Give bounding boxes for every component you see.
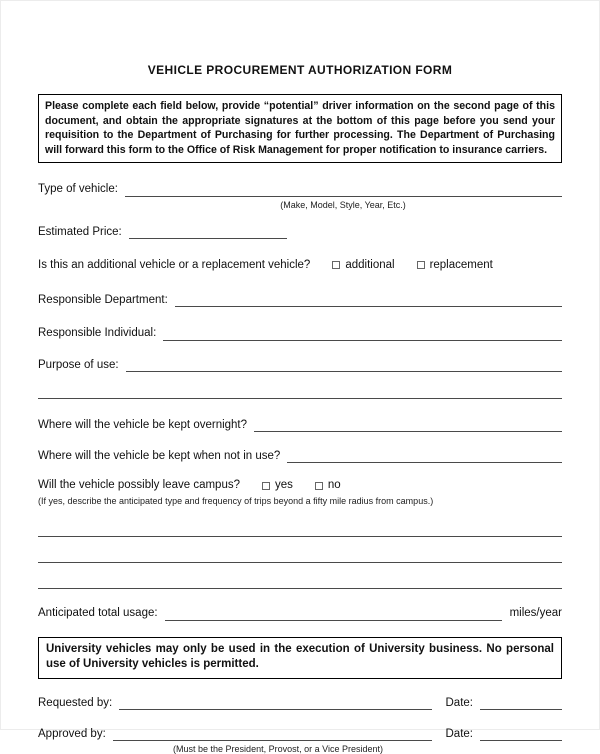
kept-overnight-input[interactable]	[254, 419, 562, 432]
field-kept-overnight	[38, 419, 562, 432]
leave-campus-option-no[interactable]	[315, 479, 341, 492]
field-estimated-price	[38, 226, 562, 239]
yes-option-label: yes	[274, 479, 293, 492]
vehicle-kind-label: Is this an additional vehicle or a replacement vehicle?	[38, 258, 311, 271]
approved-by-hint: (Must be the President, Provost, or a Vice President)	[173, 744, 383, 754]
replacement-option-label: replacement	[429, 258, 493, 271]
leave-campus-answer-line-2[interactable]	[38, 550, 562, 563]
vehicle-kind-option-additional[interactable]	[332, 259, 394, 272]
purpose-of-use-label: Purpose of use:	[38, 358, 119, 371]
form-title: VEHICLE PROCUREMENT AUTHORIZATION FORM	[147, 63, 453, 77]
field-responsible-department	[38, 294, 562, 307]
leave-campus-option-yes[interactable]	[262, 479, 293, 492]
requested-by-signature-input[interactable]	[119, 697, 431, 710]
leave-campus-answer-line-1[interactable]	[38, 524, 562, 537]
intro-text: Please complete each field below, provide “potential” driver information on the second page of this document, and obtain the appropriate signatures at the bottom of this page before you send your requisition to the Department of Purchasing for further processing. The Department of Purchasing will forward this form to the Office of Risk Management for proper notification to insurance carriers.	[45, 100, 555, 156]
responsible-individual-label: Responsible Individual:	[38, 327, 157, 340]
checkbox-yes[interactable]	[262, 482, 270, 490]
purpose-of-use-input[interactable]	[126, 359, 562, 372]
anticipated-usage-input[interactable]	[165, 608, 502, 621]
intro-box	[38, 94, 562, 163]
approved-by-date-label: Date:	[445, 727, 473, 740]
checkbox-additional[interactable]	[332, 261, 340, 269]
approved-by-signature-input[interactable]	[113, 728, 432, 741]
requested-by-label: Requested by:	[38, 696, 113, 709]
checkbox-no[interactable]	[315, 482, 323, 490]
requested-by-date-input[interactable]	[480, 697, 562, 710]
anticipated-usage-unit: miles/year	[509, 607, 562, 620]
field-vehicle-kind	[38, 259, 562, 272]
field-type-of-vehicle	[38, 183, 562, 196]
additional-option-label: additional	[345, 258, 395, 271]
field-requested-by	[38, 697, 562, 710]
checkbox-replacement[interactable]	[417, 261, 425, 269]
kept-not-in-use-input[interactable]	[287, 450, 562, 463]
field-kept-not-in-use	[38, 450, 562, 463]
notice-box	[38, 637, 562, 679]
kept-overnight-label: Where will the vehicle be kept overnight?	[38, 418, 248, 431]
approved-by-date-input[interactable]	[480, 728, 562, 741]
vehicle-kind-option-replacement[interactable]	[417, 259, 493, 272]
estimated-price-input[interactable]	[129, 226, 287, 239]
type-of-vehicle-input[interactable]	[125, 184, 562, 197]
estimated-price-label: Estimated Price:	[38, 225, 122, 238]
field-responsible-individual	[38, 327, 562, 340]
requested-by-date-label: Date:	[445, 696, 473, 709]
notice-text: University vehicles may only be used in the execution of University business. No personal use of University vehicles is permitted.	[46, 642, 554, 671]
approved-by-label: Approved by:	[38, 727, 106, 740]
type-of-vehicle-label: Type of vehicle:	[38, 183, 118, 196]
responsible-individual-input[interactable]	[163, 328, 562, 341]
field-purpose-of-use	[38, 359, 562, 372]
anticipated-usage-label: Anticipated total usage:	[38, 607, 158, 620]
purpose-of-use-input-line-2[interactable]	[38, 386, 562, 399]
leave-campus-hint: (If yes, describe the anticipated type and frequency of trips beyond a fifty mile radius from campus.)	[38, 496, 434, 507]
no-option-label: no	[327, 479, 341, 492]
leave-campus-label: Will the vehicle possibly leave campus?	[38, 479, 240, 492]
kept-not-in-use-label: Where will the vehicle be kept when not in use?	[38, 449, 281, 462]
type-of-vehicle-hint: (Make, Model, Style, Year, Etc.)	[280, 199, 406, 210]
field-leave-campus	[38, 479, 562, 492]
responsible-department-input[interactable]	[175, 294, 562, 307]
responsible-department-label: Responsible Department:	[38, 294, 168, 307]
field-anticipated-usage	[38, 607, 562, 620]
leave-campus-answer-line-3[interactable]	[38, 576, 562, 589]
